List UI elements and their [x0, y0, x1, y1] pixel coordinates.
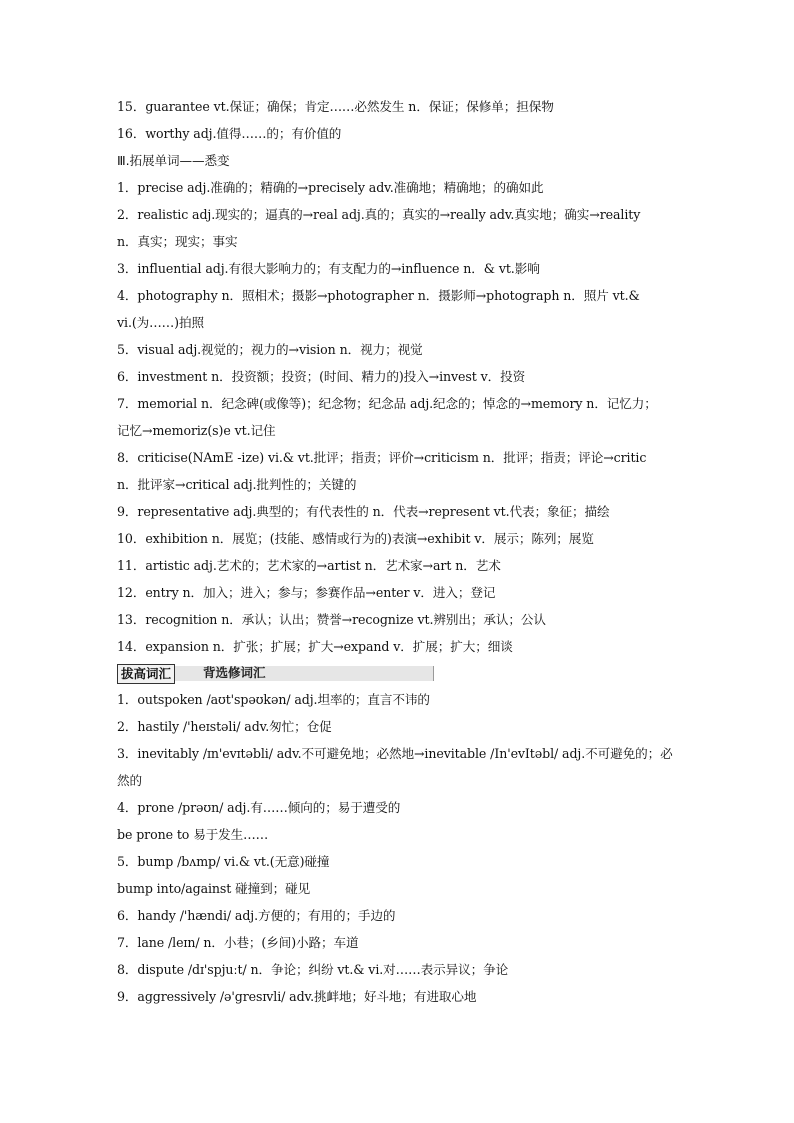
section-heading: Ⅲ.拓展单词——悉变 — [117, 153, 230, 168]
vocab-line: 1．precise adj.准确的；精确的→precisely adv.准确地；精确地；的确如此 — [117, 180, 544, 195]
vocab-line: 14．expansion n．扩张；扩展；扩大→expand v．扩展；扩大；细谈 — [117, 639, 513, 654]
vocab-line: 16．worthy adj.值得……的；有价值的 — [117, 126, 342, 141]
vocab-line: 15．guarantee vt.保证；确保；肯定……必然发生 n．保证；保修单；担保物 — [117, 99, 554, 114]
vocab-line: 8．dispute /dɪ'spjuːt/ n．争论；纠纷 vt.& vi.对……表示异议；争论 — [117, 962, 509, 977]
section-tab: 拔高词汇 — [117, 664, 175, 684]
vocab-line: 11．artistic adj.艺术的；艺术家的→artist n．艺术家→art n．艺术 — [117, 558, 501, 573]
vocab-line: 9．aggressively /ə'gresɪvli/ adv.挑衅地；好斗地；有进取心地 — [117, 989, 477, 1004]
vocab-line: 4．photography n．照相术；摄影→photographer n．摄影师→photograph n．照片 vt.& — [117, 288, 640, 303]
vocab-line: be prone to 易于发生…… — [117, 827, 269, 842]
vocab-line: n．批评家→critical adj.批判性的；关键的 — [117, 477, 357, 492]
section-label: 背选修词汇 — [203, 665, 266, 680]
vocab-line: 5．bump /bʌmp/ vi.& vt.(无意)碰撞 — [117, 854, 330, 869]
vocab-line: n．真实；现实；事实 — [117, 234, 238, 249]
vocab-line: 3．inevitably /ɪn'evɪtəbli/ adv.不可避免地；必然地→inevitable /In'evItəbl/ adj.不可避免的；必 — [117, 746, 673, 761]
vocab-line: 4．prone /prəʊn/ adj.有……倾向的；易于遭受的 — [117, 800, 401, 815]
vocab-line: 7．memorial n．纪念碑(或像等)；纪念物；纪念品 adj.纪念的；悼念的→memory n．记忆力； — [117, 396, 657, 411]
document-page — [117, 93, 679, 1010]
section-band — [117, 660, 679, 686]
vocab-line: 8．criticise(NAmE -ize) vi.& vt.批评；指责；评价→criticism n．批评；指责；评论→critic — [117, 450, 647, 465]
vocab-line: bump into/against 碰撞到；碰见 — [117, 881, 311, 896]
vocab-line: 6．handy /'hændi/ adj.方便的；有用的；手边的 — [117, 908, 396, 923]
vocab-line: vi.(为……)拍照 — [117, 315, 204, 330]
vocab-line: 10．exhibition n．展览；(技能、感情或行为的)表演→exhibit v．展示；陈列；展览 — [117, 531, 594, 546]
vocab-list-bottom — [117, 686, 679, 1010]
vocab-line: 1．outspoken /aʊt'spəʊkən/ adj.坦率的；直言不讳的 — [117, 692, 430, 707]
vocab-list-top — [117, 93, 679, 660]
vocab-line: 3．influential adj.有很大影响力的；有支配力的→influence n．& vt.影响 — [117, 261, 540, 276]
vocab-line: 5．visual adj.视觉的；视力的→vision n．视力；视觉 — [117, 342, 423, 357]
vocab-line: 7．lane /leɪn/ n．小巷；(乡间)小路；车道 — [117, 935, 359, 950]
vocab-line: 2．hastily /'heɪstəli/ adv.匆忙；仓促 — [117, 719, 332, 734]
vocab-line: 记忆→memoriz(s)e vt.记住 — [117, 423, 276, 438]
vocab-line: 9．representative adj.典型的；有代表性的 n．代表→represent vt.代表；象征；描绘 — [117, 504, 610, 519]
vocab-line: 6．investment n．投资额；投资；(时间、精力的)投入→invest v．投资 — [117, 369, 526, 384]
vocab-line: 然的 — [117, 773, 142, 788]
vocab-line: 12．entry n．加入；进入；参与；参赛作品→enter v．进入；登记 — [117, 585, 496, 600]
vocab-line: 13．recognition n．承认；认出；赞誉→recognize vt.辨别出；承认；公认 — [117, 612, 546, 627]
vocab-line: 2．realistic adj.现实的；逼真的→real adj.真的；真实的→really adv.真实地；确实→reality — [117, 207, 641, 222]
